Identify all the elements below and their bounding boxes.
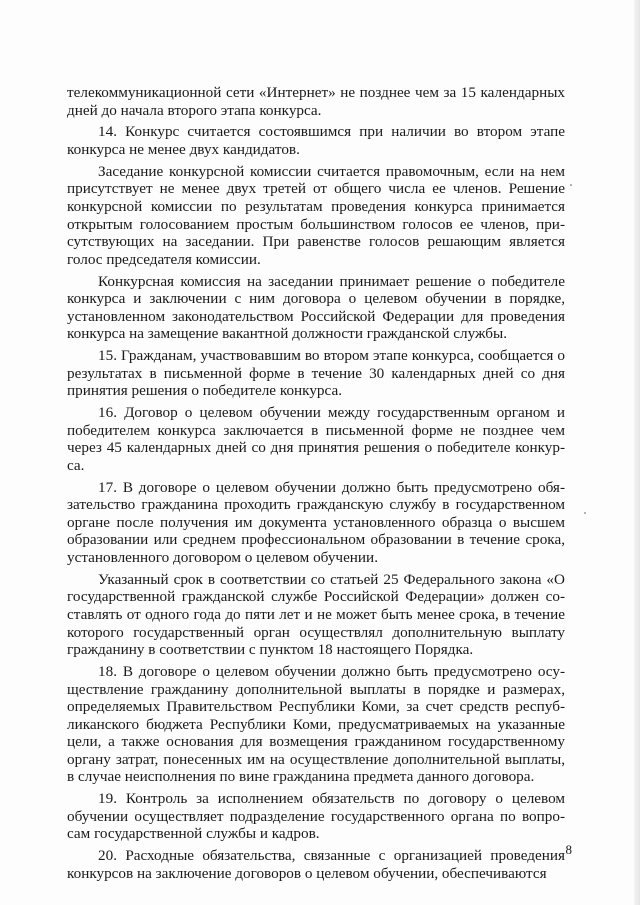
scan-speck: [570, 184, 572, 186]
paragraph-quorum: Заседание конкурсной комиссии считается правомочным, если на нем присутствует не менее двух третей от общего числа ее членов. Решение конкурсной комиссии по результатам проведения конкурса принимается открытым голосованием простым большинством голосов ее членов, присутствующих на заседании. При равенстве голосов решающим является голос председателя комиссии.: [67, 162, 565, 268]
paragraph-commission-decision: Конкурсная комиссия на заседании принимает решение о победителе конкурса и заключении с ним договора о целевом обучении в порядке, установленном законодательством Российской Федерации для проведения конкурса на замещение вакантной должности гражданской службы.: [67, 272, 565, 343]
scan-speck: [584, 512, 586, 514]
scan-edge-shadow: [634, 0, 640, 905]
page-number: 8: [565, 842, 572, 857]
body-text: [67, 84, 565, 887]
paragraph-19: 19. Контроль за исполнением обязательств по договору о целевом обучении осуществляет подразделение государственного органа по вопросам государственной службы и кадров.: [67, 790, 565, 843]
paragraph-20: 20. Расходные обязательства, связанные с организацией проведения конкурсов на заключение договоров о целевом обучении, обеспечиваются: [67, 847, 565, 882]
paragraph-18: 18. В договоре о целевом обучении должно быть предусмотрено осуществление гражданину дополнительной выплаты в порядке и размерах, определяемых Правительством Республики Коми, за счет средств республиканского бюджета Республики Коми, предусматриваемых на указанные цели, а также основания для возмещения гражданином государственному органу затрат, понесенных им на осуществление дополнительной выплаты, в случае неисполнения по вине гражданина предмета данного договора.: [67, 662, 565, 786]
paragraph-continuation: телекоммуникационной сети «Интернет» не позднее чем за 15 календарных дней до начала второго этапа конкурса.: [67, 84, 565, 119]
paragraph-term: Указанный срок в соответствии со статьей 25 Федерального закона «О государственной гражданской службе Российской Федерации» должен составлять от одного года до пяти лет и не может быть менее срока, в течение которого государственный орган осуществлял дополнительную выплату гражданину в соответствии с пунктом 18 настоящего Порядка.: [67, 570, 565, 659]
paragraph-17: 17. В договоре о целевом обучении должно быть предусмотрено обязательство гражданина проходить гражданскую службу в государственном органе после получения им документа установленного образца о высшем образовании или среднем профессиональном образовании в течение срока, установленного договором о целевом обучении.: [67, 478, 565, 566]
paragraph-16: 16. Договор о целевом обучении между государственным органом и победителем конкурса заключается в письменной форме не позднее чем через 45 календарных дней со дня принятия решения о победителе конкурса.: [67, 404, 565, 474]
paragraph-14: 14. Конкурс считается состоявшимся при наличии во втором этапе конкурса не менее двух кандидатов.: [67, 123, 565, 158]
paragraph-15: 15. Гражданам, участвовавшим во втором этапе конкурса, сообщается о результатах в письменной форме в течение 30 календарных дней со дня принятия решения о победителе конкурса.: [67, 347, 565, 400]
